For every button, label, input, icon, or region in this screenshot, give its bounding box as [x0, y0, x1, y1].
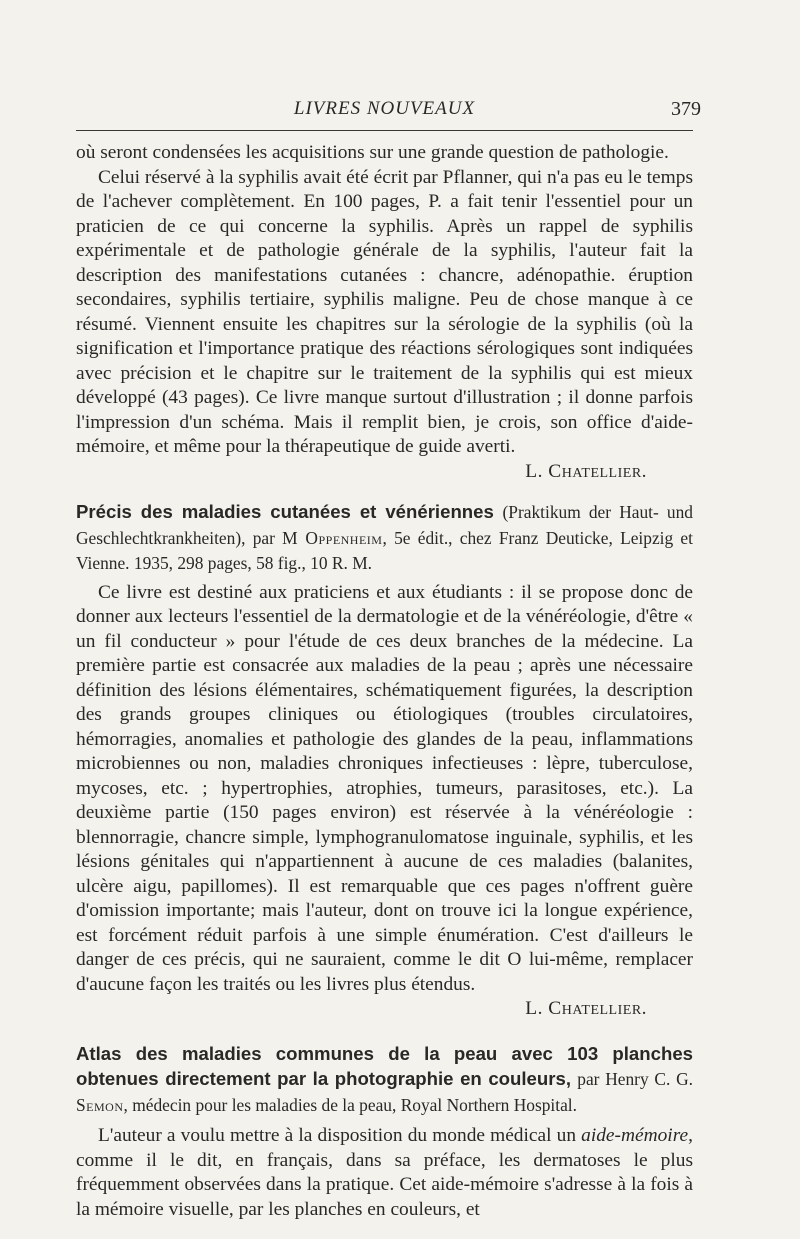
book-title: Précis des maladies cutanées et vénériennes	[76, 501, 494, 522]
running-head	[76, 92, 701, 122]
book-page	[76, 92, 701, 1222]
review-paragraph	[76, 1124, 693, 1222]
review-precis	[76, 500, 693, 1022]
emphasis-term: aide-mémoire	[581, 1125, 689, 1146]
review-paragraph: Ce livre est destiné aux praticiens et aux étudiants : il se propose donc de donner aux lecteurs l'essentiel de la dermatologie et de la vénéréologie, d'être « un fil conducteur » pour l'étude de ces deux branches de la médecine. La première partie est consacrée aux maladies de la peau ; après une nécessaire définition des lésions élémentaires, schématiquement figurées, la description des grands groupes cliniques ou étiologiques (troubles circulatoires, hémorragies, anomalies et pathologie des glandes de la peau, inflammations microbiennes ou non, maladies chroniques infectieuses : lèpre, tuberculose, mycoses, etc. ; hypertrophies, atrophies, tumeurs, parasitoses, etc.). La deuxième partie (150 pages environ) est réservée à la vénéréologie : blennorragie, chancre simple, lymphogranulomatose inguinale, syphilis, et les lésions génitales qui n'appartiennent à aucune de ces maladies (balanites, ulcère aigu, papillomes). Il est remarquable que ces pages n'offrent guère d'omission importante; mais l'auteur, dont on trouve ici la longue expérience, est forcément réduit parfois à une simple énumération. C'est d'ailleurs le danger de ces précis, qui ne sauraient, comme le dit O lui-même, remplacer d'aucune façon les traités ou les livres plus étendus.	[76, 581, 693, 995]
book-meta: par Henry C. G.	[577, 1069, 693, 1089]
review-atlas	[76, 1042, 693, 1223]
book-entry-heading	[76, 500, 693, 577]
reviewer-signature: L. Chatellier.	[525, 460, 647, 482]
book-meta: (Praktikum der Haut- und Geschlechtkrankheiten), par M	[76, 502, 693, 548]
review-paragraph: Celui réservé à la syphilis avait été écrit par Pflanner, qui n'a pas eu le temps de l'achever complètement. En 100 pages, P. a fait tenir l'essentiel pour un praticien de ce qui concerne la syphilis. Après un rappel de syphilis expérimentale et de pathologie générale de la syphilis, l'auteur fait la description des manifestations cutanées : chancre, adénopathie. éruption secondaires, syphilis tertiaire, syphilis maligne. Peu de chose manque à ce résumé. Viennent ensuite les chapitres sur la sérologie de la syphilis (où la signification et l'importance pratique des réactions sérologiques sont indiquées avec précision et le chapitre sur le traitement de la syphilis qui est mieux développé (43 pages). Ce livre manque surtout d'illustration ; il donne parfois l'impression d'un schéma. Mais il remplit bien, je crois, son office d'aide-mémoire, et même pour la thérapeutique de guide averti.	[76, 166, 693, 457]
book-entry-heading	[76, 1042, 693, 1119]
header-rule	[76, 130, 693, 131]
reviewer-signature: L. Chatellier.	[525, 998, 647, 1019]
page-number: 379	[671, 98, 701, 120]
signature-line	[76, 460, 693, 485]
paragraph-lead: L'auteur a voulu mettre à la disposition du monde médical un	[98, 1125, 577, 1146]
signature-line	[76, 997, 693, 1022]
running-title: LIVRES NOUVEAUX	[293, 98, 476, 119]
review-syphilis	[76, 141, 693, 484]
book-title: Atlas des maladies communes de la peau avec 103 planches obtenues directement par la photographie en couleurs,	[76, 1042, 693, 1089]
book-publication: , médecin pour les maladies de la peau, Royal Northern Hospital.	[123, 1094, 577, 1115]
book-publication: , 5e édit., chez Franz Deuticke, Leipzig et Vienne. 1935, 298 pages, 58 fig., 10 R. M.	[76, 527, 693, 573]
continued-paragraph: où seront condensées les acquisitions sur une grande question de pathologie.	[76, 142, 669, 163]
paragraph-text: , comme il le dit, en français, dans sa préface, les dermatoses le plus fréquemment observées dans la pratique. Cet aide-mémoire s'adresse à la fois à la mémoire visuelle, par les planches en couleurs, et	[76, 1125, 693, 1220]
book-author: Oppenheim	[305, 527, 383, 548]
book-author: Semon	[76, 1094, 124, 1115]
